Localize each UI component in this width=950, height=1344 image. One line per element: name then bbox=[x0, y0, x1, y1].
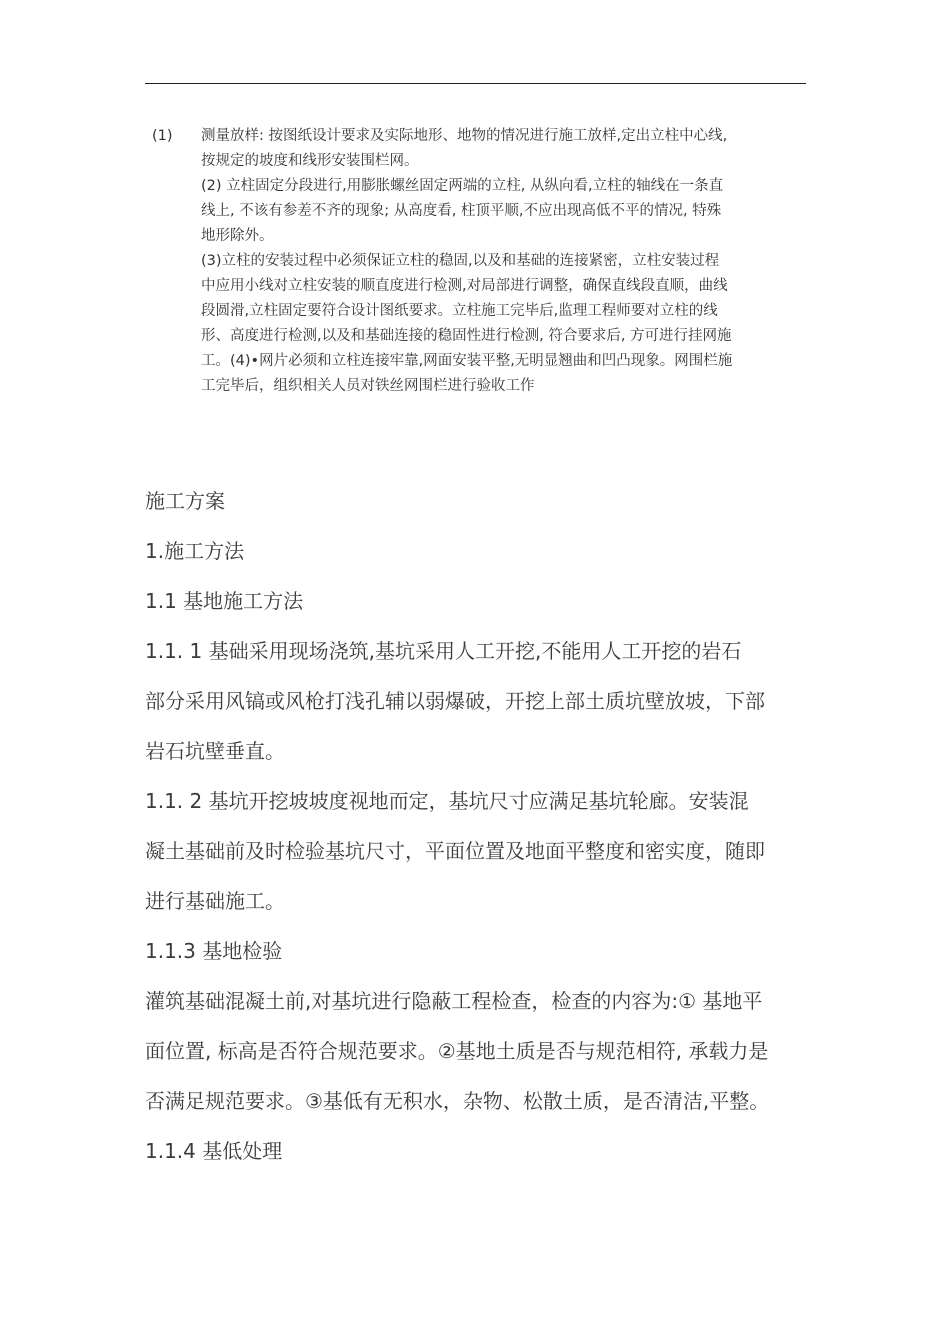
text-line: 线上, 不该有参差不齐的现象; 从高度看, 柱顶平顺,不应出现高低不平的情况, 特殊 bbox=[201, 203, 722, 219]
paragraph-1-1-2-line: 凝土基础前及时检验基坑尺寸，平面位置及地面平整度和密实度，随即 bbox=[145, 839, 765, 863]
text-line: 形、高度进行检测,以及和基础连接的稳固性进行检测, 符合要求后, 方可进行挂网施 bbox=[201, 328, 732, 344]
text-line: 中应用小线对立柱安装的顺直度进行检测,对局部进行调整，确保直线段直顺，曲线 bbox=[201, 278, 728, 294]
text-line: (2) 立柱固定分段进行,用膨胀螺丝固定两端的立柱, 从纵向看,立柱的轴线在一条直 bbox=[201, 178, 724, 194]
heading-1-1: 1.1 基地施工方法 bbox=[145, 589, 304, 613]
text-line: 地形除外。 bbox=[201, 228, 274, 244]
header-rule bbox=[145, 83, 806, 84]
step-1 bbox=[0, 124, 950, 174]
heading-1-1-4: 1.1.4 基低处理 bbox=[145, 1139, 283, 1163]
fence-installation-steps bbox=[0, 124, 950, 399]
paragraph-1-1-1-line: 岩石坑壁垂直。 bbox=[145, 739, 285, 763]
step-1-number: (1) bbox=[152, 128, 173, 144]
text-line: 段圆滑,立柱固定要符合设计图纸要求。立柱施工完毕后,监理工程师要对立柱的线 bbox=[201, 303, 718, 319]
paragraph-1-1-2-line: 进行基础施工。 bbox=[145, 889, 285, 913]
text-line: 测量放样: 按图纸设计要求及实际地形、地物的情况进行施工放样,定出立柱中心线, bbox=[201, 128, 728, 144]
paragraph-1-1-2-line: 1.1. 2 基坑开挖坡坡度视地而定，基坑尺寸应满足基坑轮廊。安装混 bbox=[145, 789, 749, 813]
text-line: 工。(4)•网片必须和立柱连接牢靠,网面安装平整,无明显翘曲和凹凸现象。网围栏施 bbox=[201, 353, 733, 369]
step-1-text bbox=[201, 124, 807, 174]
paragraph-1-1-1-line: 1.1. 1 基础采用现场浇筑,基坑采用人工开挖,不能用人工开挖的岩石 bbox=[145, 639, 742, 663]
paragraph-1-1-3-line: 灌筑基础混凝土前,对基坑进行隐蔽工程检查，检查的内容为:① 基地平 bbox=[145, 989, 763, 1013]
paragraph-1-1-1-line: 部分采用风镐或风枪打浅孔辅以弱爆破，开挖上部土质坑壁放坡，下部 bbox=[145, 689, 765, 713]
text-line: 按规定的坡度和线形安装围栏网。 bbox=[201, 153, 419, 169]
paragraph-1-1-3-line: 面位置, 标高是否符合规范要求。②基地土质是否与规范相符, 承载力是 bbox=[145, 1039, 769, 1063]
paragraph-1-1-3-line: 否满足规范要求。③基低有无积水，杂物、松散土质，是否清洁,平整。 bbox=[145, 1089, 770, 1113]
step-3 bbox=[0, 249, 950, 399]
step-2 bbox=[0, 174, 950, 249]
heading-1-1-3: 1.1.3 基地检验 bbox=[145, 939, 283, 963]
text-line: (3)立柱的安装过程中必须保证立柱的稳固,以及和基础的连接紧密，立柱安装过程 bbox=[201, 253, 720, 269]
text-line: 工完毕后，组织相关人员对铁丝网围栏进行验收工作 bbox=[201, 378, 535, 394]
heading-1: 1.施工方法 bbox=[145, 539, 245, 563]
section-title: 施工方案 bbox=[145, 489, 225, 513]
construction-plan bbox=[145, 476, 810, 1176]
